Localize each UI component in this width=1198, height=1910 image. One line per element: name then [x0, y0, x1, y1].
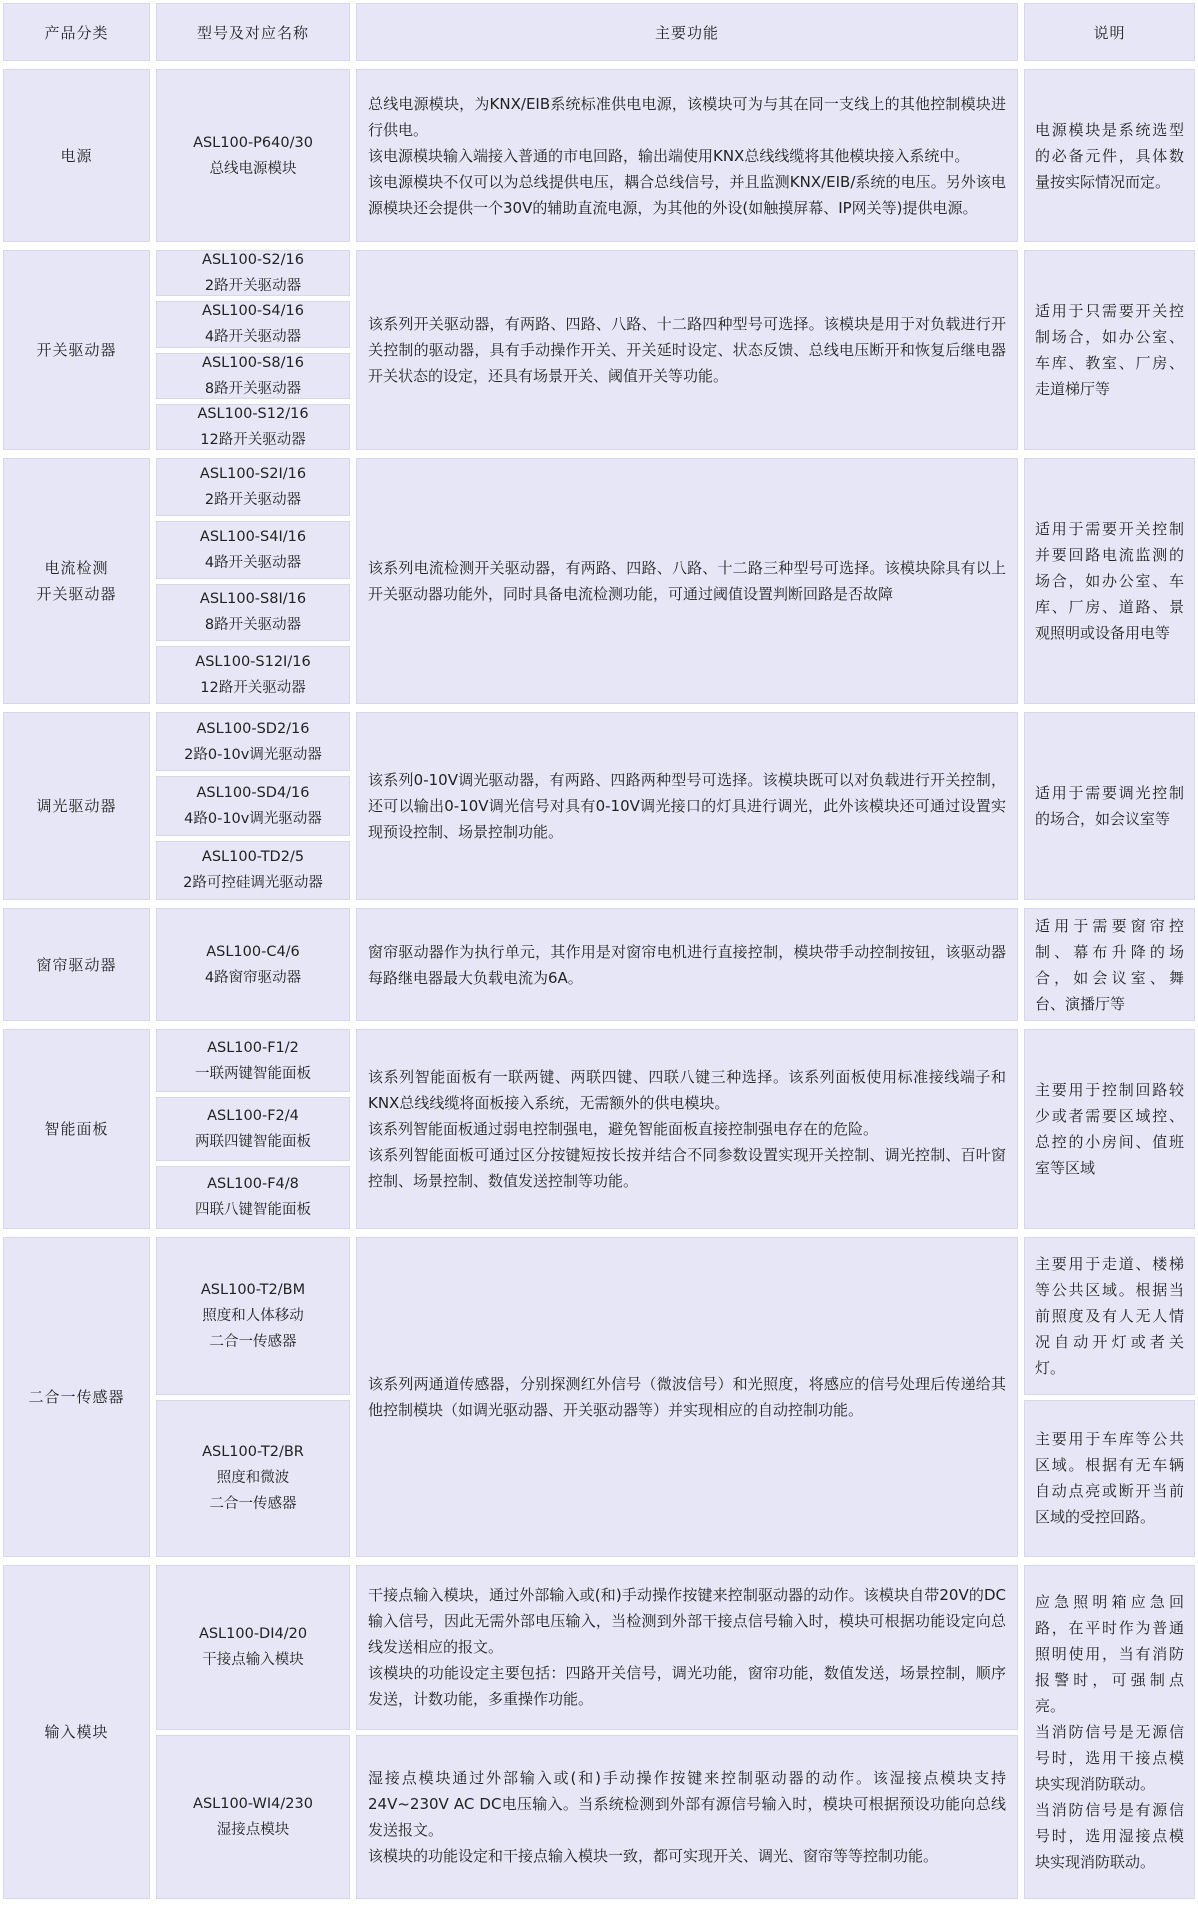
text-line: ASL100-T2/BR [202, 1444, 304, 1461]
note-cell [1024, 69, 1195, 242]
model-cell [156, 1565, 350, 1730]
paragraph: 适用于需要开关控制并要回路电流监测的场合，如办公室、车库、厂房、道路、景观照明或设备用电等 [1035, 520, 1184, 642]
text-line: 电源 [60, 146, 93, 165]
model-stack [156, 250, 350, 450]
function-stack [356, 250, 1018, 450]
function-cell [356, 1565, 1018, 1730]
text-line: 照度和人体移动 [202, 1307, 304, 1324]
paragraph: 湿接点模块通过外部输入或(和)手动操作按键来控制驱动器的动作。该湿接点模块支持24V~230V AC DC电压输入。当系统检测到外部有源信号输入时，模块可根据预设功能向总线发送报文。 [368, 1768, 1006, 1839]
text-line: ASL100-S8I/16 [199, 591, 307, 608]
function-cell [356, 69, 1018, 242]
text-line: 12路开关驱动器 [200, 431, 306, 448]
table-row [3, 1237, 1195, 1557]
text-line: ASL100-S12/16 [197, 405, 309, 422]
model-stack [156, 1237, 350, 1557]
note-cell [1024, 1029, 1195, 1229]
category-cell [3, 458, 150, 704]
paragraph: 应急照明箱应急回路，在平时作为普通照明使用，当有消防报警时，可强制点亮。 [1035, 1593, 1184, 1715]
text-line: ASL100-F2/4 [207, 1107, 299, 1124]
text-line: 4路开关驱动器 [204, 554, 302, 571]
text-line: 照度和微波 [216, 1470, 290, 1487]
text-line: 2路0-10v调光驱动器 [184, 746, 322, 763]
model-cell [156, 458, 350, 516]
table-row [3, 250, 1195, 450]
text-line: 4路0-10v调光驱动器 [184, 810, 322, 827]
text-line: ASL100-TD2/5 [201, 849, 305, 866]
text-line: 8路开关驱动器 [204, 380, 302, 397]
text-line: ASL100-T2/BM [200, 1281, 306, 1298]
function-stack [356, 712, 1018, 900]
text-line: 一联两键智能面板 [195, 1065, 311, 1082]
paragraph: 总线电源模块，为KNX/EIB系统标准供电电源，该模块可为与其在同一支线上的其他控制模块进行供电。 [368, 94, 1006, 139]
model-cell [156, 908, 350, 1021]
model-stack [156, 908, 350, 1021]
paragraph: 该系列智能面板通过弱电控制强电，避免智能面板直接控制强电存在的危险。 [368, 1120, 879, 1138]
text-line: ASL100-F1/2 [207, 1039, 299, 1056]
text-line: 开关驱动器 [36, 341, 117, 359]
model-cell [156, 250, 350, 296]
header-function: 主要功能 [356, 3, 1018, 61]
table-row [3, 1029, 1195, 1229]
text-line: 12路开关驱动器 [200, 680, 306, 697]
paragraph: 当消防信号是有源信号时，选用湿接点模块实现消防联动。 [1035, 1801, 1184, 1871]
paragraph: 干接点输入模块，通过外部输入或(和)手动操作按键来控制驱动器的动作。该模块自带20V的DC输入信号，因此无需外部电压输入，当检测到外部干接点信号输入时，模块可根据功能设定向总线发送相应的报文。 [368, 1586, 1006, 1657]
text-line: 窗帘驱动器 [36, 955, 117, 974]
note-cell [1024, 1400, 1195, 1558]
text-line: 输入模块 [44, 1723, 109, 1741]
table-row [3, 69, 1195, 242]
function-cell [356, 908, 1018, 1021]
model-cell [156, 404, 350, 450]
table-row [3, 712, 1195, 900]
text-line: 四联八键智能面板 [195, 1202, 311, 1219]
text-line: ASL100-S12I/16 [195, 654, 311, 671]
function-stack [356, 1029, 1018, 1229]
model-cell [156, 712, 350, 771]
model-cell [156, 301, 350, 347]
paragraph: 该系列智能面板可通过区分按键短按长按并结合不同参数设置实现开关控制、调光控制、百叶窗控制、场景控制、数值发送控制等功能。 [368, 1146, 1006, 1190]
text-line: 4路开关驱动器 [204, 329, 302, 346]
function-cell [356, 458, 1018, 704]
table-row [3, 458, 1195, 704]
text-line: 调光驱动器 [36, 797, 117, 815]
category-cell [3, 908, 150, 1021]
note-stack [1024, 908, 1195, 1021]
paragraph: 该系列开关驱动器，有两路、四路、八路、十二路四种型号可选择。该模块是用于对负载进行开关控制的驱动器，具有手动操作开关、开关延时设定、状态反馈、总线电压断开和恢复后继电器开关状态的设定，还具有场景开关、阈值开关等功能。 [368, 315, 1006, 385]
note-stack [1024, 250, 1195, 450]
paragraph: 该模块的功能设定主要包括：四路开关信号，调光功能，窗帘功能，数值发送，场景控制，顺序发送，计数功能，多重操作功能。 [368, 1664, 1006, 1709]
paragraph: 当消防信号是无源信号时，选用干接点模块实现消防联动。 [1035, 1723, 1184, 1793]
model-cell [156, 841, 350, 900]
category-cell [3, 712, 150, 900]
model-cell [156, 646, 350, 704]
text-line: 2路可控硅调光驱动器 [183, 875, 323, 892]
function-cell [356, 1735, 1018, 1900]
paragraph: 适用于需要窗帘控制、幕布升降的场合，如会议室、舞台、演播厅等 [1035, 916, 1184, 1013]
note-cell [1024, 712, 1195, 900]
text-line: 电流检测 [44, 559, 109, 577]
function-cell [356, 1029, 1018, 1229]
category-cell [3, 1237, 150, 1557]
category-cell [3, 1565, 150, 1899]
text-line: ASL100-C4/6 [206, 943, 300, 960]
paragraph: 该系列智能面板有一联两键、两联四键、四联八键三种选择。该系列面板使用标准接线端子和KNX总线线缆将面板接入系统，无需额外的供电模块。 [368, 1068, 1006, 1112]
note-stack [1024, 69, 1195, 242]
model-cell [156, 1029, 350, 1092]
paragraph: 主要用于控制回路较少或者需要区域控、总控的小房间、值班室等区域 [1035, 1081, 1184, 1177]
header-note: 说明 [1024, 3, 1195, 61]
function-stack [356, 908, 1018, 1021]
header-model: 型号及对应名称 [156, 3, 350, 61]
note-cell [1024, 1565, 1195, 1899]
model-cell [156, 353, 350, 399]
paragraph: 该电源模块不仅可以为总线提供电压，耦合总线信号，并且监测KNX/EIB/系统的电压。另外该电源模块还会提供一个30V的辅助直流电源，为其他的外设(如触摸屏幕、IP网关等)提供电源。 [368, 172, 1006, 217]
text-line: ASL100-S4I/16 [199, 528, 307, 545]
table-header-row [3, 3, 1195, 61]
note-cell [1024, 1237, 1195, 1395]
text-line: 二合一传感器 [209, 1496, 297, 1513]
note-stack [1024, 1237, 1195, 1557]
paragraph: 该电源模块输入端接入普通的市电回路，输出端使用KNX总线线缆将其他模块接入系统中。 [368, 146, 970, 165]
text-line: ASL100-S4/16 [202, 303, 304, 320]
text-line: ASL100-SD4/16 [196, 784, 310, 801]
model-stack [156, 712, 350, 900]
model-cell [156, 521, 350, 579]
text-line: ASL100-S8/16 [202, 354, 304, 371]
table-row [3, 1565, 1195, 1899]
paragraph: 适用于需要调光控制的场合，如会议室等 [1035, 784, 1184, 828]
function-stack [356, 1565, 1018, 1899]
model-cell [156, 1735, 350, 1900]
note-stack [1024, 458, 1195, 704]
model-stack [156, 1565, 350, 1899]
category-cell [3, 1029, 150, 1229]
text-line: 二合一传感器 [209, 1333, 297, 1350]
text-line: 二合一传感器 [28, 1388, 125, 1406]
model-cell [156, 776, 350, 835]
paragraph: 该系列0-10V调光驱动器，有两路、四路两种型号可选择。该模块既可以对负载进行开关控制，还可以输出0-10V调光信号对具有0-10V调光接口的灯具进行调光，此外该模块还可通过设置实现预设控制、场景控制功能。 [368, 771, 1006, 841]
model-cell [156, 584, 350, 642]
function-cell [356, 250, 1018, 450]
paragraph: 适用于只需要开关控制场合，如办公室、车库、教室、厂房、走道梯厅等 [1035, 302, 1184, 398]
paragraph: 该系列电流检测开关驱动器，有两路、四路、八路、十二路三种型号可选择。该模块除具有以上开关驱动器功能外，同时具备电流检测功能，可通过阈值设置判断回路是否故障 [368, 559, 1006, 603]
function-cell [356, 1237, 1018, 1557]
text-line: 总线电源模块 [209, 160, 297, 177]
note-stack [1024, 712, 1195, 900]
text-line: ASL100-S2/16 [202, 252, 304, 269]
text-line: 4路窗帘驱动器 [204, 969, 302, 986]
function-stack [356, 458, 1018, 704]
note-cell [1024, 908, 1195, 1021]
text-line: 2路开关驱动器 [204, 491, 302, 508]
text-line: ASL100-DI4/20 [198, 1626, 308, 1643]
paragraph: 主要用于车库等公共区域。根据有无车辆自动点亮或断开当前区域的受控回路。 [1035, 1430, 1184, 1527]
category-cell [3, 69, 150, 242]
text-line: 8路开关驱动器 [204, 617, 302, 634]
text-line: 智能面板 [44, 1120, 109, 1138]
text-line: 开关驱动器 [36, 585, 117, 603]
note-stack [1024, 1565, 1195, 1899]
text-line: ASL100-SD2/16 [196, 720, 310, 737]
note-cell [1024, 458, 1195, 704]
function-cell [356, 712, 1018, 900]
text-line: 干接点输入模块 [202, 1652, 304, 1669]
text-line: 两联四键智能面板 [195, 1133, 311, 1150]
model-cell [156, 1166, 350, 1229]
paragraph: 该模块的功能设定和干接点输入模块一致，都可实现开关、调光、窗帘等等控制功能。 [368, 1846, 939, 1865]
header-category: 产品分类 [3, 3, 150, 61]
text-line: ASL100-WI4/230 [193, 1795, 313, 1812]
model-stack [156, 69, 350, 242]
text-line: ASL100-S2I/16 [199, 465, 307, 482]
paragraph: 该系列两通道传感器，分别探测红外信号（微波信号）和光照度，将感应的信号处理后传递给其他控制模块（如调光驱动器、开关驱动器等）并实现相应的自动控制功能。 [368, 1375, 1006, 1419]
function-stack [356, 69, 1018, 242]
note-cell [1024, 250, 1195, 450]
text-line: ASL100-F4/8 [207, 1176, 299, 1193]
paragraph: 窗帘驱动器作为执行单元，其作用是对窗帘电机进行直接控制，模块带手动控制按钮，该驱动器每路继电器最大负载电流为6A。 [368, 942, 1006, 987]
model-cell [156, 1237, 350, 1395]
model-cell [156, 69, 350, 242]
function-stack [356, 1237, 1018, 1557]
category-cell [3, 250, 150, 450]
note-stack [1024, 1029, 1195, 1229]
text-line: ASL100-P640/30 [193, 134, 313, 151]
table-row [3, 908, 1195, 1021]
model-stack [156, 458, 350, 704]
paragraph: 主要用于走道、楼梯等公共区域。根据当前照度及有人无人情况自动开灯或者关灯。 [1035, 1254, 1184, 1377]
text-line: 2路开关驱动器 [204, 278, 302, 295]
model-cell [156, 1097, 350, 1160]
text-line: 湿接点模块 [216, 1821, 290, 1838]
paragraph: 电源模块是系统选型的必备元件，具体数量按实际情况而定。 [1035, 120, 1184, 191]
model-cell [156, 1400, 350, 1558]
model-stack [156, 1029, 350, 1229]
